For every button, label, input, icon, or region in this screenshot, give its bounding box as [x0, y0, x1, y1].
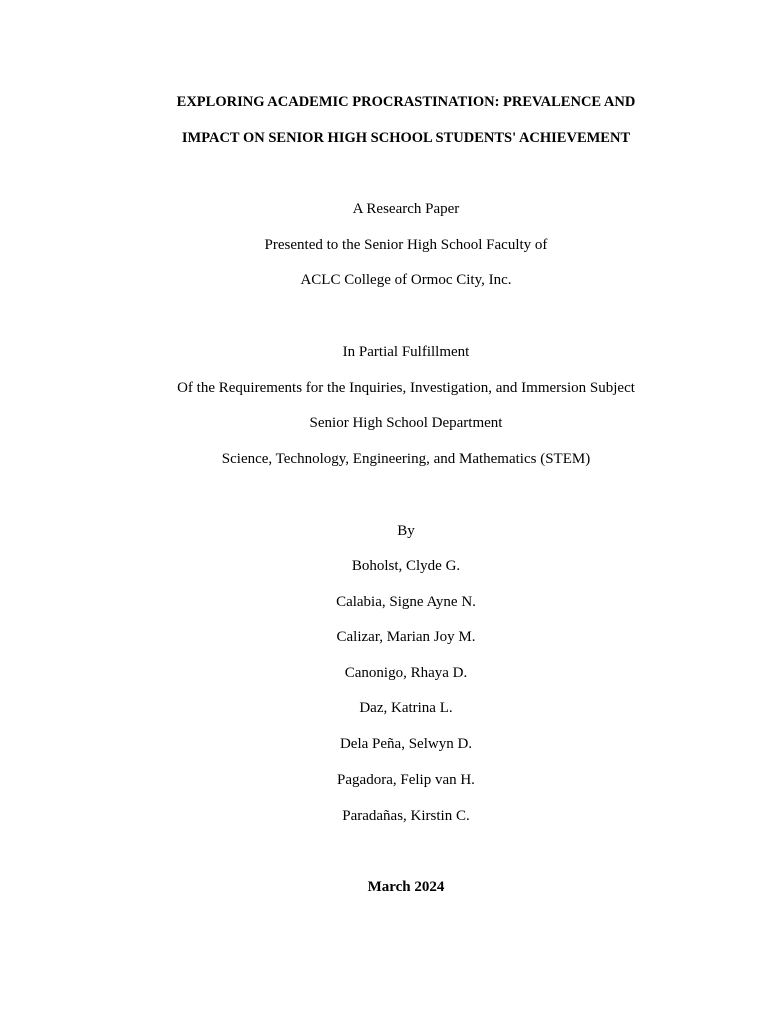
department: Senior High School Department	[309, 415, 503, 431]
paper-type: A Research Paper	[352, 201, 460, 217]
author-name: Calizar, Marian Joy M.	[336, 629, 476, 645]
author-name: Boholst, Clyde G.	[351, 558, 461, 574]
author-name: Calabia, Signe Ayne N.	[336, 594, 476, 610]
author-name: Pagadora, Felip van H.	[337, 772, 475, 788]
title-line-1: EXPLORING ACADEMIC PROCRASTINATION: PREVALENCE AND	[176, 94, 636, 110]
author-name: Daz, Katrina L.	[359, 700, 453, 716]
fulfillment-line-2: Of the Requirements for the Inquiries, Investigation, and Immersion Subject	[177, 380, 635, 396]
title-line-2: IMPACT ON SENIOR HIGH SCHOOL STUDENTS' ACHIEVEMENT	[181, 130, 631, 146]
institution: ACLC College of Ormoc City, Inc.	[300, 272, 512, 288]
presented-to: Presented to the Senior High School Faculty of	[264, 237, 548, 253]
by-label: By	[397, 523, 415, 539]
fulfillment-line-1: In Partial Fulfillment	[342, 344, 470, 360]
submission-date: March 2024	[367, 879, 445, 895]
strand: Science, Technology, Engineering, and Mathematics (STEM)	[221, 451, 591, 467]
author-name: Canonigo, Rhaya D.	[344, 665, 468, 681]
author-name: Dela Peña, Selwyn D.	[339, 736, 473, 752]
author-name: Paradañas, Kirstin C.	[342, 808, 470, 824]
